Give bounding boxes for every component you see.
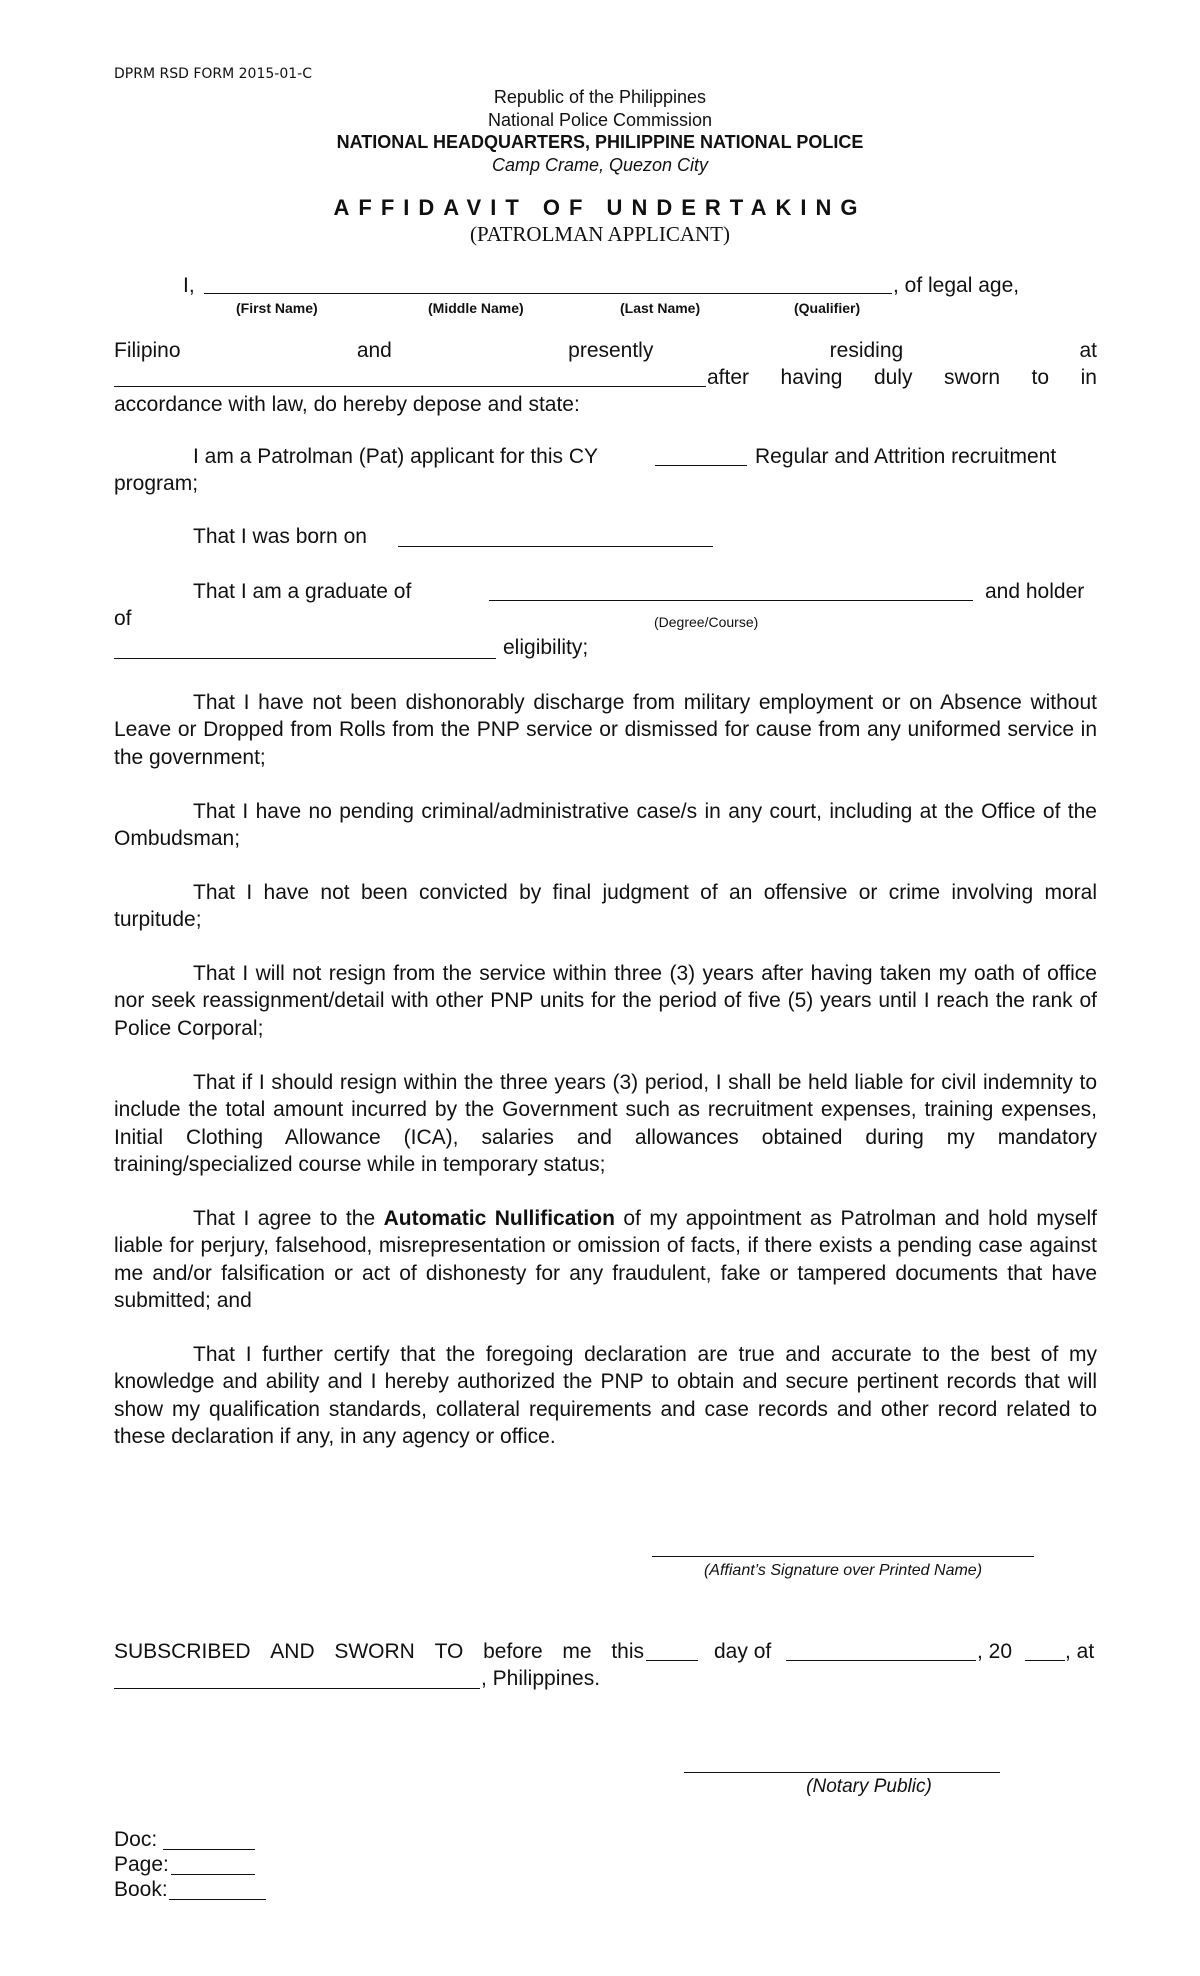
word: SUBSCRIBED [114,1640,251,1663]
graduate-text: That I am a graduate of [193,580,412,603]
form-code: DPRM RSD FORM 2015-01-C [114,66,312,82]
word: before [483,1640,543,1663]
page-label: Page: [114,1853,169,1876]
word: in [1080,366,1097,389]
header-pnp: NATIONAL HEADQUARTERS, PHILIPPINE NATIONAL POLICE [336,132,864,152]
word: and [356,339,392,362]
residence-line-1 [114,337,1097,364]
word: TO [434,1640,464,1663]
applicant-text-2: Regular and Attrition recruitment [755,445,1057,468]
paragraph-certification: That I further certify that the foregoing declaration are true and accurate to the best of my knowledge and ability and I hereby authorized the PNP to obtain and secure pertinent records that will show my qualification standards, collateral requirements and case records and other record related to these declaration if any, in any agency or office. [114,1343,1097,1448]
full-name-field[interactable] [204,293,892,294]
notary-public-label: (Notary Public) [806,1776,932,1797]
word: to [1031,366,1050,389]
label-qualifier: (Qualifier) [794,300,861,316]
applicant-text-1: I am a Patrolman (Pat) applicant for this CY [193,445,598,468]
document-subtitle: (PATROLMAN APPLICANT) [469,222,730,246]
sworn-line-words [114,1638,644,1665]
book-label: Book: [114,1878,168,1901]
word: duly [873,366,913,389]
paragraph-civil-indemnity: That if I should resign within the three years (3) period, I shall be held liable for civil indemnity to include the total amount incurred by the Government such as recruitment expenses, training expenses, Initial Clothing Allowance (ICA), salaries and allowances obtained during my mandatory training/specialized course while in temporary status; [114,1071,1097,1176]
sworn-month-field[interactable] [786,1660,976,1661]
word: sworn [944,366,1001,389]
word: having [780,366,843,389]
birth-date-field[interactable] [398,546,713,547]
legal-age-text: , of legal age, [893,274,1020,297]
holder-text: and holder [985,580,1085,603]
label-middle-name: (Middle Name) [428,300,524,316]
header-location: Camp Crame, Quezon City [491,155,709,175]
sworn-year-field[interactable] [1025,1660,1065,1661]
degree-course-field[interactable] [489,600,973,601]
word: me [562,1640,592,1663]
paragraph-resignation: That I will not resign from the service within three (3) years after having taken my oath of office nor seek reassignment/detail with other PNP units for the period of five (5) years until I reach the rank of Police Corporal; [114,962,1097,1040]
philippines-text: , Philippines. [481,1667,601,1690]
header-napolcom: National Police Commission [487,110,713,130]
notary-signature-line[interactable] [684,1772,1000,1773]
word: Filipino [114,339,181,362]
eligibility-text: eligibility; [503,636,589,659]
word: at [1079,339,1097,362]
word: SWORN [334,1640,415,1663]
of-text: of [114,607,132,630]
bold-term: Automatic Nullification [383,1207,615,1230]
paragraph-nullification [114,1205,1097,1314]
text: That I agree to the [193,1207,376,1230]
cy-year-field[interactable] [655,465,747,466]
label-last-name: (Last Name) [620,300,701,316]
doc-number-field[interactable] [163,1849,255,1850]
paragraph-discharge: That I have not been dishonorably discharge from military employment or on Absence without Leave or Dropped from Rolls from the PNP service or dismissed for cause from any uniformed service in the government; [114,691,1097,769]
at-text: , at [1065,1640,1095,1663]
word: presently [568,339,654,362]
paragraph-conviction: That I have not been convicted by final judgment of an offensive or crime involving moral turpitude; [114,881,1097,932]
name-prefix: I, [183,274,195,297]
affiant-signature-line[interactable] [652,1556,1034,1557]
residence-line-3: accordance with law, do hereby depose and state: [114,393,580,416]
sworn-place-field[interactable] [114,1688,480,1689]
word: AND [270,1640,315,1663]
residence-line-2 [707,364,1097,391]
word: after [707,366,750,389]
book-number-field[interactable] [169,1899,266,1900]
word: residing [829,339,904,362]
page-number-field[interactable] [171,1874,255,1875]
document-title: AFFIDAVIT OF UNDERTAKING [333,195,867,220]
doc-label: Doc: [114,1828,158,1851]
sworn-day-field[interactable] [646,1660,698,1661]
year-prefix-text: , 20 [977,1640,1013,1663]
applicant-line-2: program; [114,472,199,495]
paragraph-pending-case: That I have no pending criminal/administrative case/s in any court, including at the Office of the Ombudsman; [114,800,1097,851]
header-republic: Republic of the Philippines [493,87,707,107]
affiant-signature-label: (Affiant’s Signature over Printed Name) [703,1562,983,1579]
eligibility-field[interactable] [114,658,496,659]
born-text: That I was born on [193,525,367,548]
label-first-name: (First Name) [236,300,318,316]
label-degree-course: (Degree/Course) [654,614,759,630]
word: this [611,1640,644,1663]
day-of-text: day of [714,1640,772,1663]
residence-address-field[interactable] [114,386,706,387]
text: of my appointment as Patrolman and hold myself liable for perjury, falsehood, misrepresentation or omission of facts, if there exists a pending case against me and/or falsification or act of dishonesty for any fraudulent, fake or tampered documents that have submitted; and [114,1207,1097,1312]
